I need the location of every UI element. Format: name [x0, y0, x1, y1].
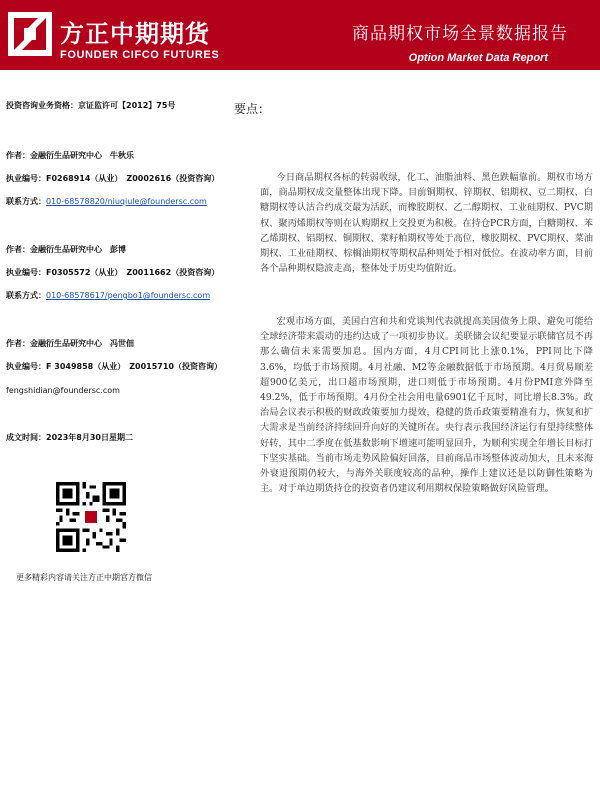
header-banner — [0, 0, 600, 70]
qr-caption: 更多精彩内容请关注方正中期官方微信 — [16, 573, 152, 582]
founder-logo-icon — [8, 12, 52, 56]
paragraph: 宏观市场方面，美国白宫和共和党谈判代表就提高美国债务上限、避免可能给全球经济带来震动的违约达成了一项初步协议。美联储会议纪要显示联储官员不再那么确信未来需要加息。国内方面，4月CPI同比上涨0.1%，PPI同比下降3.6%，均低于市场预期。4月社融、M2等金融数据低于市场预期。4月贸易顺差超900亿美元，出口超市场预期，进口则低于市场预期。4月份PMI意外降至49.2%，低于市场预期。4月份全社会用电量6901亿千瓦时，同比增长8.3%。政治局会议表示积极的财政政策要加力提效，稳健的货币政策要精准有力，恢复和扩大需求是当前经济持续回升向好的关键所在。央行表示我国经济运行有望持续整体好转，其中二季度在低基数影响下增速可能明显回升，为顺利实现全年增长目标打下坚实基础。当前市场走势风险偏好回落，目前商品市场整体波动加大，且未来海外衰退预期仍较大，与海外关联度较高的品种，操作上建议还是以防御性策略为主。对于单边期货持仓的投资者仍建议利用期权保险策略做好风险管理。 — [260, 316, 593, 495]
author-email-link[interactable]: 010-68578617/pengbo1@foundersc.com — [46, 291, 211, 300]
wechat-qr-code — [56, 482, 126, 552]
publish-date: 成文时间：2023年8月30日星期二 — [6, 433, 133, 442]
author-license-number: 执业编号：F 3049858（从业） Z0015710（投资咨询） — [6, 362, 222, 371]
author-email-link[interactable]: 010-68578820/niuqiule@foundersc.com — [46, 197, 207, 206]
contact-label: 联系方式： — [6, 291, 46, 300]
license-text: 投资咨询业务资格：京证监许可【2012】75号 — [6, 101, 176, 110]
author-email: fengshidian@foundersc.com — [6, 386, 120, 395]
author-contact — [6, 196, 207, 207]
author-name: 作者：金融衍生品研究中心 彭博 — [6, 245, 126, 254]
paragraph: 今日商品期权各标的转弱收绿，化工、油脂油料、黑色跌幅靠前。期权市场方面，商品期权成交量整体出现下降。目前铜期权、锌期权、铝期权、豆二期权、白糖期权等认沽合约成交最为活跃，而橡胶期权、乙二醇期权、工业硅期权、PVC期权、聚丙烯期权等则在认购期权上交投更为积极。在持仓PCR方面，白糖期权、苯乙烯期权、铝期权、铜期权、菜籽粕期权等处于高位，橡胶期权、PVC期权、菜油期权、工业硅期权、棕榈油期权等期权品种则处于相对低位。在波动率方面，目前各个品种期权隐波走高，整体处于历史均值附近。 — [260, 172, 593, 275]
author-name: 作者：金融衍生品研究中心 冯世佃 — [6, 339, 134, 348]
company-name-en: FOUNDER CIFCO FUTURES — [60, 49, 220, 61]
report-title: 商品期权市场全景数据报告 — [352, 24, 568, 44]
company-name-cn: 方正中期期货 — [60, 20, 210, 48]
author-license-number: 执业编号：F0268914（从业） Z0002616（投资咨询） — [6, 174, 220, 183]
contact-label: 联系方式： — [6, 197, 46, 206]
report-subtitle: Option Market Data Report — [408, 52, 548, 64]
author-name: 作者：金融衍生品研究中心 牛秋乐 — [6, 151, 134, 160]
author-license-number: 执业编号：F0305572（从业） Z0011662（投资咨询） — [6, 268, 220, 277]
key-points-title: 要点： — [234, 102, 271, 116]
author-contact — [6, 290, 210, 301]
